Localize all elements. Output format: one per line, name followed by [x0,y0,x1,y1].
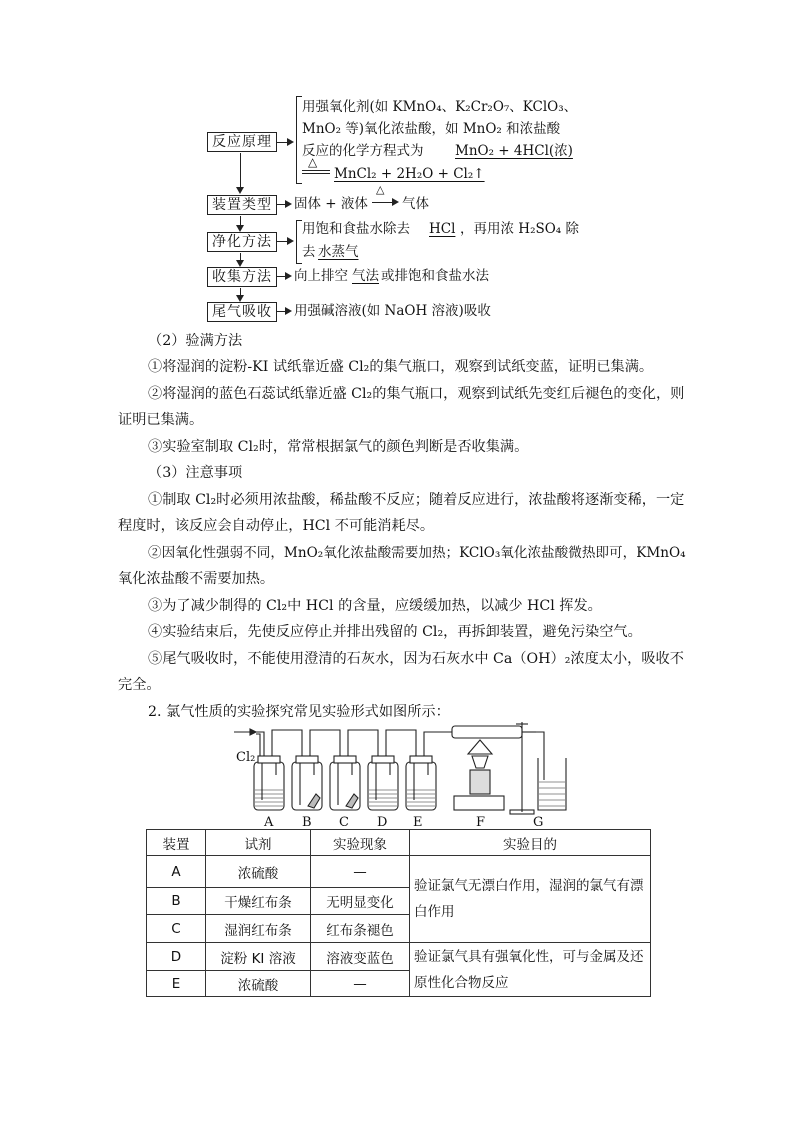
box-apparatus-type: 装置类型 [207,195,277,215]
label-c: C [339,815,349,830]
label-f: F [476,815,486,830]
purify-text-3: 去 [302,244,316,260]
principle-line-3: 反应的化学方程式为 [302,143,424,159]
table-row [147,856,651,888]
box-purification: 净化方法 [207,232,277,252]
equals-bar-top [302,170,330,171]
apparatus-product: 气体 [402,196,429,212]
table-row [147,943,651,971]
principle-line-2: MnO₂ 等)氧化浓盐酸，如 MnO₂ 和浓盐酸 [302,121,561,137]
label-e: E [413,815,423,830]
cell: 淀粉 KI 溶液 [206,943,311,971]
flow-arrow [287,237,294,245]
purify-text-1: 用饱和食盐水除去 [302,221,410,237]
flow-arrow [285,272,292,280]
label-g: G [533,815,544,830]
flow-arrow [285,200,292,208]
flow-line [240,153,241,187]
equation-reactants: MnO₂ + 4HCl(浓) [455,143,573,159]
apparatus-delta: △ [376,183,385,196]
cell: — [311,971,410,997]
cell: 溶液变蓝色 [311,943,410,971]
cell: 浓硫酸 [206,856,311,888]
paragraph: ②因氧化性强弱不同，MnO₂氧化浓盐酸需要加热；KClO₃氧化浓盐酸微热即可，KMnO₄ [148,545,686,561]
flow-line [240,216,241,225]
flow-arrow [236,260,244,267]
paragraph: ④实验结束后，先使反应停止并排出残留的 Cl₂，再拆卸装置，避免污染空气。 [148,624,642,640]
cell: E [147,971,206,997]
cell: A [147,856,206,888]
flow-arrow [285,307,292,315]
flow-arrow [236,225,244,232]
apparatus-arrow [392,198,399,206]
equals-bar-bottom [302,173,330,174]
cell: 浓硫酸 [206,971,311,997]
section-3-title: （3）注意事项 [148,465,243,481]
cell: B [147,888,206,915]
apparatus-reactants: 固体 + 液体 [294,196,368,212]
tail-gas-text: 用强碱溶液(如 NaOH 溶液)吸收 [294,303,491,319]
delta-symbol: △ [308,155,318,169]
header-purpose: 实验目的 [410,830,651,856]
section-2-title: （2）验满方法 [148,333,243,349]
cell: 干燥红布条 [206,888,311,915]
header-reagent: 试剂 [206,830,311,856]
paragraph: 证明已集满。 [118,412,204,428]
cell: — [311,856,410,888]
experiment-table [146,829,651,997]
apparatus-arrow-line [372,202,394,203]
box-reaction-principle: 反应原理 [207,132,277,152]
flow-arrow [236,295,244,302]
label-d: D [377,815,388,830]
collect-text-1: 向上排空 [294,268,348,284]
paragraph: 氧化浓盐酸不需要加热。 [118,571,275,587]
collect-text-2: 气法 [352,268,379,284]
paragraph: 程度时，该反应会自动停止，HCl 不可能消耗尽。 [118,518,435,534]
flow-arrow [287,138,294,146]
collect-text-3: 或排饱和食盐水法 [381,268,489,284]
cell: 湿润红布条 [206,915,311,943]
purpose-oxidation: 验证氯气具有强氧化性，可与金属及还原性化合物反应 [410,943,651,997]
paragraph: ①制取 Cl₂时必须用浓盐酸，稀盐酸不反应；随着反应进行，浓盐酸将逐渐变稀，一定 [148,492,685,508]
question-2: 2. 氯气性质的实验探究常见实验形式如图所示： [148,704,450,720]
paragraph: ③实验室制取 Cl₂时，常常根据氯气的颜色判断是否收集满。 [148,439,529,455]
paragraph: 完全。 [118,677,161,693]
principle-line-1: 用强氧化剂(如 KMnO₄、K₂Cr₂O₇、KClO₃、 [302,99,578,115]
cell: 无明显变化 [311,888,410,915]
paragraph: ①将湿润的淀粉-KI 试纸靠近盛 Cl₂的集气瓶口，观察到试纸变蓝，证明已集满。 [148,359,654,375]
equation-products: MnCl₂ + 2H₂O + Cl₂↑ [334,166,485,182]
paragraph: ②将湿润的蓝色石蕊试纸靠近盛 Cl₂的集气瓶口，观察到试纸先变红后褪色的变化，则 [148,386,685,402]
gas-label: Cl₂ [236,750,256,765]
label-b: B [302,815,312,830]
paragraph: ⑤尾气吸收时，不能使用澄清的石灰水，因为石灰水中 Ca（OH）₂浓度太小，吸收不 [148,651,684,667]
cell: C [147,915,206,943]
apparatus-diagram [230,720,570,830]
box-collection: 收集方法 [207,267,277,287]
label-a: A [264,815,274,830]
header-apparatus: 装置 [147,830,206,856]
purify-hcl: HCl [429,221,456,237]
paragraph: ③为了减少制得的 Cl₂中 HCl 的含量，应缓缓加热，以减少 HCl 挥发。 [148,598,602,614]
purify-water-vapor: 水蒸气 [318,244,359,260]
header-phenomenon: 实验现象 [311,830,410,856]
cell: D [147,943,206,971]
cell: 红布条褪色 [311,915,410,943]
flow-arrow [236,187,244,194]
purpose-bleaching: 验证氯气无漂白作用，湿润的氯气有漂白作用 [410,856,651,943]
purify-text-2: ，再用浓 H₂SO₄ 除 [460,221,579,237]
box-tail-gas: 尾气吸收 [207,302,277,322]
